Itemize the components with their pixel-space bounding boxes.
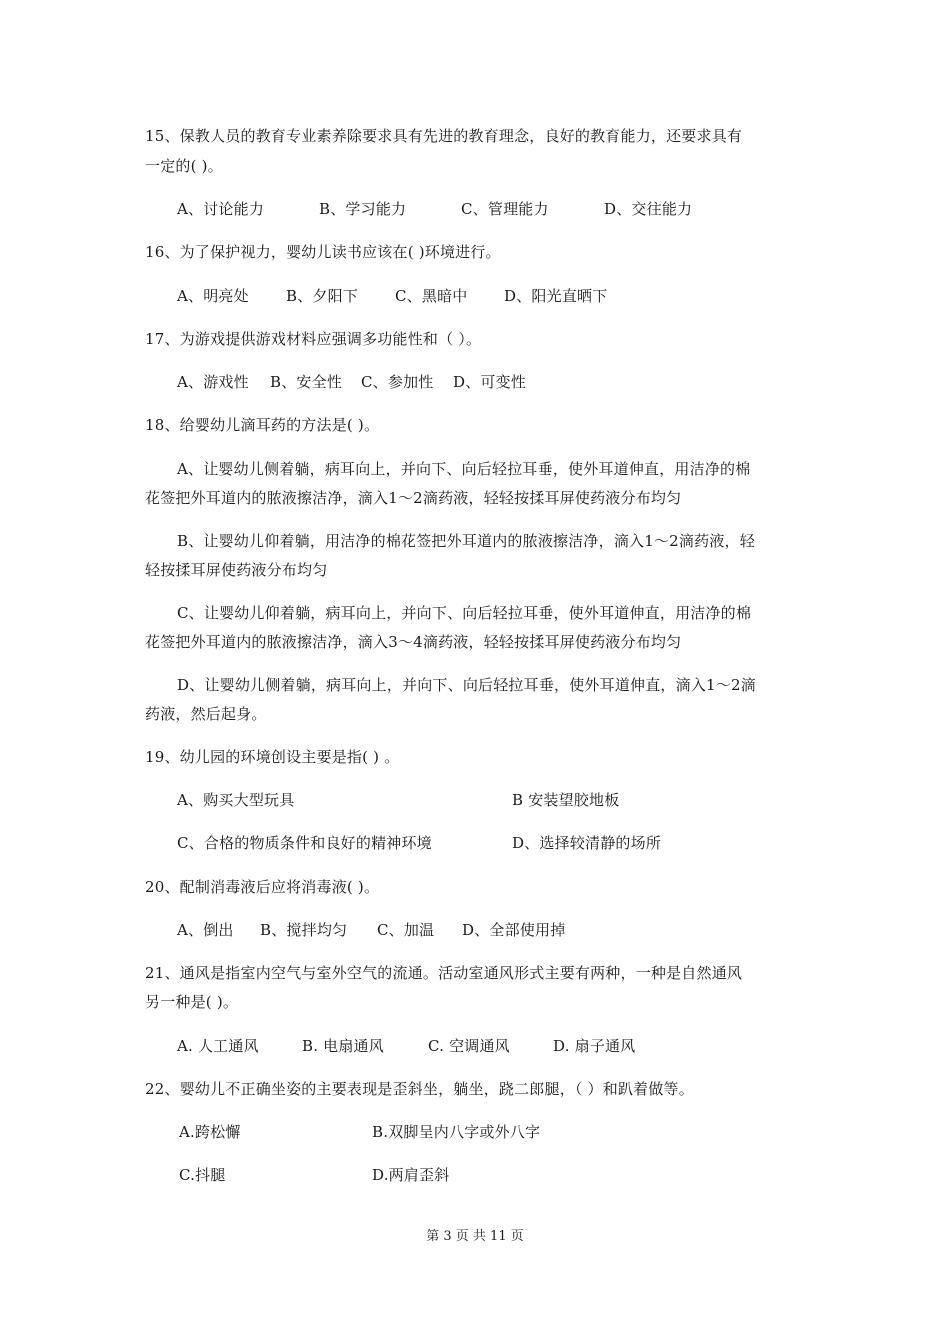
page-number: 第 3 页 共 11 页: [426, 1229, 524, 1244]
q21-option-c: C. 空调通风: [428, 1037, 510, 1055]
q16-option-b: B、夕阳下: [286, 287, 359, 305]
q18-stem: 18、给婴幼儿滴耳药的方法是( )。: [145, 416, 380, 434]
q18-option-b-line1: B、让婴幼儿仰着躺，用洁净的棉花签把外耳道内的脓液擦洁净，滴入1～2滴药液，轻: [177, 532, 755, 550]
q22-option-c: C.抖腿: [179, 1166, 226, 1184]
q20-option-a: A、倒出: [177, 921, 234, 939]
q19-option-c: C、合格的物质条件和良好的精神环境: [177, 834, 432, 852]
q18-option-c-line1: C、让婴幼儿仰着躺，病耳向上，并向下、向后轻拉耳垂，使外耳道伸直，用洁净的棉: [177, 604, 752, 622]
q16-option-d: D、阳光直晒下: [504, 287, 608, 305]
q16-option-c: C、黑暗中: [395, 287, 468, 305]
q21-option-a: A. 人工通风: [177, 1037, 259, 1055]
q21-stem-line1: 21、通风是指室内空气与室外空气的流通。活动室通风形式主要有两种，一种是自然通风: [145, 964, 743, 982]
q20-option-d: D、全部使用掉: [462, 921, 566, 939]
q18-option-a-line1: A、让婴幼儿侧着躺，病耳向上，并向下、向后轻拉耳垂，使外耳道伸直，用洁净的棉: [177, 460, 751, 478]
q17-option-a: A、游戏性: [177, 373, 249, 391]
q19-stem: 19、幼儿园的环境创设主要是指( ) 。: [145, 748, 400, 766]
q20-option-c: C、加温: [377, 921, 435, 939]
q22-option-a: A.跨松懈: [179, 1123, 241, 1141]
q22-option-d: D.两肩歪斜: [372, 1166, 450, 1184]
q15-option-b: B、学习能力: [319, 200, 407, 218]
q18-option-b-line2: 轻按揉耳屏使药液分布均匀: [145, 561, 328, 579]
q22-stem: 22、婴幼儿不正确坐姿的主要表现是歪斜坐，躺坐，跷二郎腿，（ ）和趴着做等。: [145, 1080, 694, 1098]
q19-option-a: A、购买大型玩具: [177, 791, 295, 809]
q15-option-a: A、讨论能力: [177, 200, 265, 218]
q19-option-b: B 安装望胶地板: [512, 791, 620, 809]
q17-option-d: D、可变性: [453, 373, 527, 391]
q20-option-b: B、搅拌均匀: [260, 921, 348, 939]
q15-option-d: D、交往能力: [604, 200, 693, 218]
q18-option-c-line2: 花签把外耳道内的脓液擦洁净，滴入3～4滴药液，轻轻按揉耳屏使药液分布均匀: [145, 633, 682, 651]
q18-option-d-line1: D、让婴幼儿侧着躺，病耳向上，并向下、向后轻拉耳垂，使外耳道伸直，滴入1～2滴: [177, 676, 756, 694]
q18-option-d-line2: 药液，然后起身。: [145, 705, 267, 723]
q21-stem-line2: 另一种是( )。: [145, 993, 239, 1011]
q16-option-a: A、明亮处: [177, 287, 249, 305]
q19-option-d: D、选择较清静的场所: [512, 834, 662, 852]
q17-option-c: C、参加性: [361, 373, 434, 391]
q20-stem: 20、配制消毒液后应将消毒液( )。: [145, 878, 380, 896]
q15-option-c: C、管理能力: [461, 200, 549, 218]
q21-option-b: B. 电扇通风: [302, 1037, 384, 1055]
q17-option-b: B、安全性: [270, 373, 343, 391]
q15-stem-line1: 15、保教人员的教育专业素养除要求具有先进的教育理念，良好的教育能力，还要求具有: [145, 127, 743, 145]
q16-stem: 16、为了保护视力，婴幼儿读书应该在( )环境进行。: [145, 243, 501, 261]
q22-option-b: B.双脚呈内八字或外八字: [372, 1123, 541, 1141]
q17-stem: 17、为游戏提供游戏材料应强调多功能性和（ ）。: [145, 330, 482, 348]
q18-option-a-line2: 花签把外耳道内的脓液擦洁净，滴入1～2滴药液，轻轻按揉耳屏使药液分布均匀: [145, 489, 682, 507]
q21-option-d: D. 扇子通风: [553, 1037, 636, 1055]
q15-stem-line2: 一定的( )。: [145, 157, 223, 175]
